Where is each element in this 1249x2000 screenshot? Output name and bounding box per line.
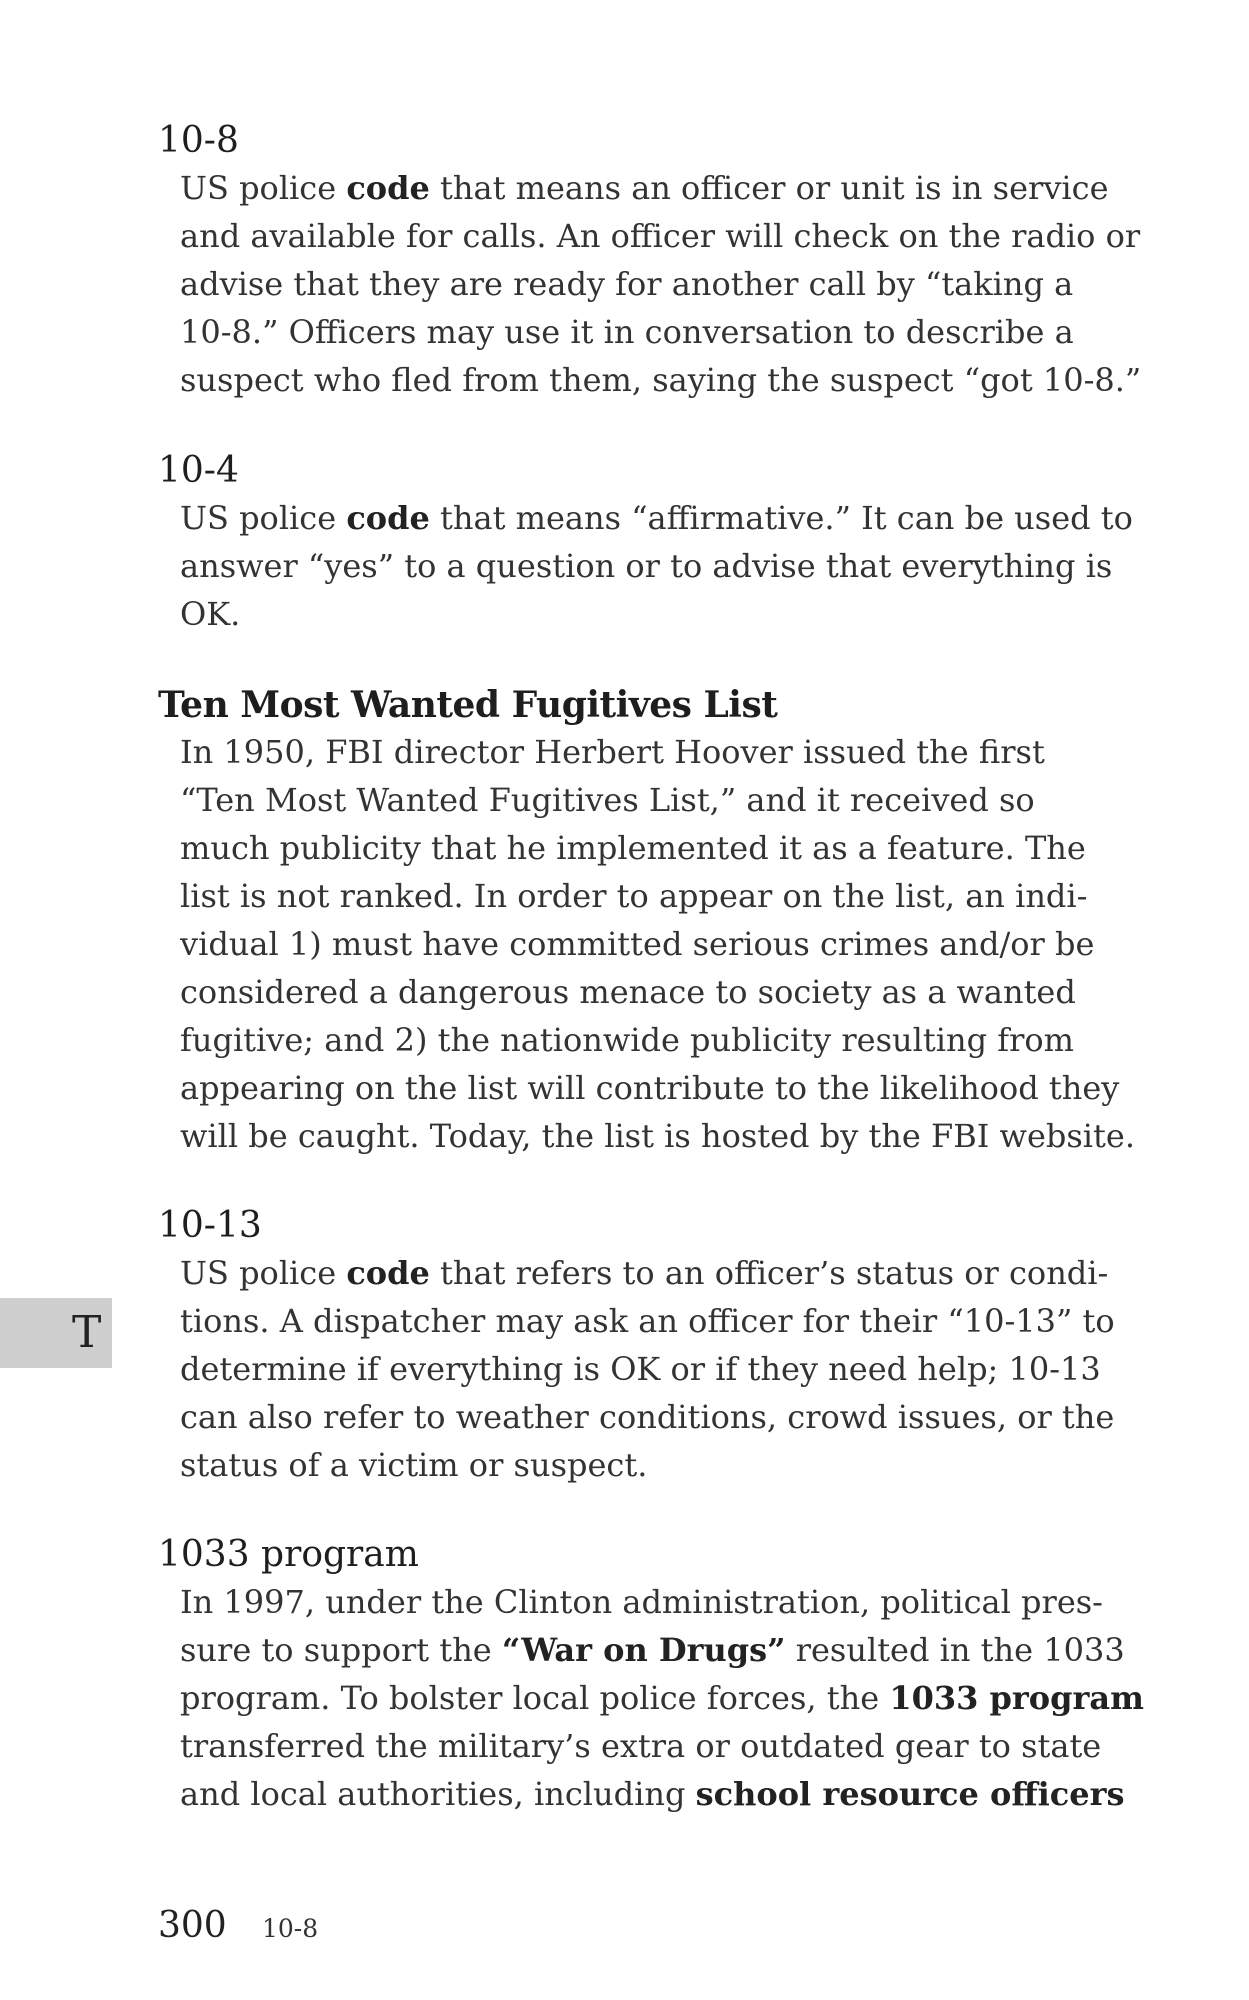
definition-text: In 1950, FBI director Herbert Hoover issued the first [180,733,1045,771]
running-head: 10-8 [262,1914,319,1943]
entry-10-8 [158,118,1142,404]
definition-text: “Ten Most Wanted Fugitives List,” and it received so [180,781,1035,819]
definition-text: list is not ranked. In order to appear on the list, an indi- [180,877,1088,915]
definition-text: program. To bolster local police forces, the [180,1679,890,1717]
definition-text: vidual 1) must have committed serious crimes and/or be [180,925,1095,963]
definition-text: US police [180,499,347,537]
definition-line [180,824,1118,872]
definition-line [180,1770,1125,1818]
definition-line [180,308,1118,356]
definition-text: In 1997, under the Clinton administration, political pres- [180,1583,1103,1621]
entry-term: 10-8 [158,120,239,161]
cross-reference-term: 1033 program [889,1679,1144,1717]
definition-text: appearing on the list will contribute to the likelihood they [180,1069,1120,1107]
thumb-index-letter: T [72,1307,102,1358]
definition-text: resulted in the 1033 [785,1631,1125,1669]
entry-term: 10-13 [158,1205,262,1246]
page-number: 300 [158,1905,227,1946]
definition-line [180,1626,1125,1674]
entry-1033-program [158,1532,1144,1818]
definition-text: can also refer to weather conditions, crowd issues, or the [180,1398,1115,1436]
definition-text: and local authorities, including [180,1775,696,1813]
definition-text: answer “yes” to a question or to advise that everything is [180,547,1113,585]
definition-line [180,1249,1118,1297]
definition-line [180,542,1118,590]
definition-text: sure to support the [180,1631,502,1669]
definition-text: OK. [180,595,241,633]
definition-line [180,1441,1118,1489]
definition-line [180,1064,1118,1112]
definition-text: that means an officer or unit is in service [429,169,1109,207]
definition-line [180,1016,1118,1064]
entry-definition [158,1249,1118,1489]
definition-text: and available for calls. An officer will check on the radio or [180,217,1141,255]
entry-definition [158,494,1133,638]
definition-line [180,260,1118,308]
definition-line [180,494,1133,542]
definition-line [180,164,1118,212]
entry-definition [158,1578,1144,1818]
definition-text: determine if everything is OK or if they need help; 10-13 [180,1350,1101,1388]
definition-line [180,1297,1118,1345]
definition-line [180,776,1118,824]
definition-line [180,212,1141,260]
definition-line [180,1578,1118,1626]
definition-text: tions. A dispatcher may ask an officer for their “10-13” to [180,1302,1115,1340]
definition-text: will be caught. Today, the list is hosted by the FBI website. [180,1117,1135,1155]
cross-reference-term: school resource officers [695,1775,1125,1813]
entry-10-13 [158,1203,1118,1489]
definition-text: US police [180,1254,347,1292]
cross-reference-term: code [346,499,430,537]
definition-text: suspect who fled from them, saying the suspect “got 10-8.” [180,361,1142,399]
cross-reference-term: code [346,169,430,207]
definition-text: US police [180,169,347,207]
definition-line [180,728,1118,776]
definition-line [180,968,1118,1016]
entry-term: 10-4 [158,450,239,491]
definition-line [180,590,1118,638]
definition-text: transferred the military’s extra or outdated gear to state [180,1727,1102,1765]
definition-text: considered a dangerous menace to society as a wanted [180,973,1076,1011]
definition-line [180,1393,1118,1441]
cross-reference-term: code [346,1254,430,1292]
entry-definition [158,728,1135,1160]
definition-line [180,1345,1118,1393]
definition-text: that refers to an officer’s status or condi- [429,1254,1109,1292]
definition-text: status of a victim or suspect. [180,1446,648,1484]
entry-term: 1033 program [158,1534,419,1575]
entry-term: Ten Most Wanted Fugitives List [158,684,778,726]
definition-line [180,1674,1144,1722]
cross-reference-term: “War on Drugs” [501,1631,786,1669]
definition-line [180,872,1118,920]
definition-line [180,1112,1135,1160]
definition-line [180,356,1142,404]
definition-text: advise that they are ready for another call by “taking a [180,265,1074,303]
definition-line [180,920,1118,968]
definition-text: that means “affirmative.” It can be used to [429,499,1133,537]
definition-text: fugitive; and 2) the nationwide publicity resulting from [180,1021,1074,1059]
entry-definition [158,164,1142,404]
definition-line [180,1722,1118,1770]
entry-10-4 [158,448,1133,638]
definition-text: much publicity that he implemented it as a feature. The [180,829,1086,867]
definition-text: 10-8.” Officers may use it in conversation to describe a [180,313,1074,351]
entry-ten-most-wanted-fugitives-list [158,682,1135,1160]
